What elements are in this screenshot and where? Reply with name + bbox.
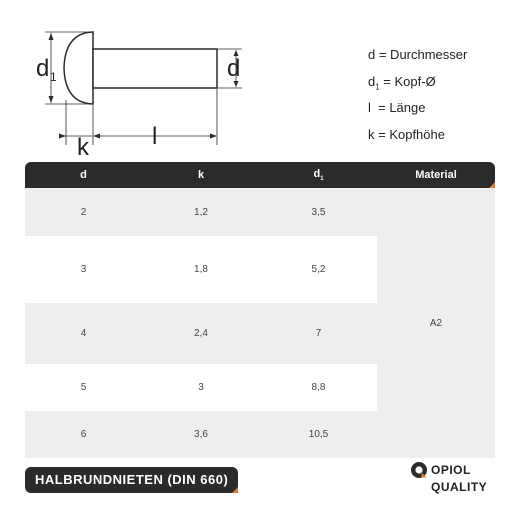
d1-label: d (36, 55, 50, 82)
header-material: Material (377, 162, 495, 188)
brand-logo (408, 458, 508, 498)
d-label: d (227, 55, 241, 82)
legend-item: $d_1$ = Kopf-Ø (368, 73, 436, 92)
cell-d1: 7 (260, 303, 377, 364)
cell-k: 3,6 (142, 411, 260, 458)
header-d1: $d_1$ (260, 162, 377, 188)
k-label: k (77, 134, 89, 160)
cell-d1: 3,5 (260, 188, 377, 236)
opiol-logo-icon (410, 461, 428, 479)
legend-item: l = Länge (368, 100, 426, 116)
rivet-dimension-diagram (0, 0, 300, 160)
header-d: d (25, 162, 142, 188)
cell-k: 1,2 (142, 188, 260, 236)
d1-label-subscript: 1 (50, 70, 57, 84)
cell-material: A2 (377, 188, 495, 458)
brand-tagline: QUALITY (431, 480, 488, 494)
rivet-head (64, 32, 93, 104)
rivet-shank (93, 49, 217, 88)
badge-corner-accent (232, 487, 238, 493)
l-label: l (152, 123, 158, 150)
dimension-legend (368, 44, 518, 150)
product-title: HALBRUNDNIETEN (DIN 660) (25, 467, 238, 493)
table-header-row (25, 162, 495, 188)
cell-k: 1,8 (142, 236, 260, 303)
cell-d: 6 (25, 411, 142, 458)
dimension-table (25, 162, 495, 458)
header-k: k (142, 162, 260, 188)
table-row (25, 188, 495, 236)
brand-name: OPIOL (431, 463, 471, 477)
legend-item: k = Kopfhöhe (368, 126, 445, 142)
rivet-drawing (64, 32, 217, 104)
cell-d1: 5,2 (260, 236, 377, 303)
legend-item: d = Durchmesser (368, 47, 468, 62)
cell-d: 2 (25, 188, 142, 236)
cell-d: 3 (25, 236, 142, 303)
cell-k: 2,4 (142, 303, 260, 364)
cell-k: 3 (142, 364, 260, 411)
cell-d: 4 (25, 303, 142, 364)
cell-d1: 10,5 (260, 411, 377, 458)
cell-d1: 8,8 (260, 364, 377, 411)
cell-d: 5 (25, 364, 142, 411)
